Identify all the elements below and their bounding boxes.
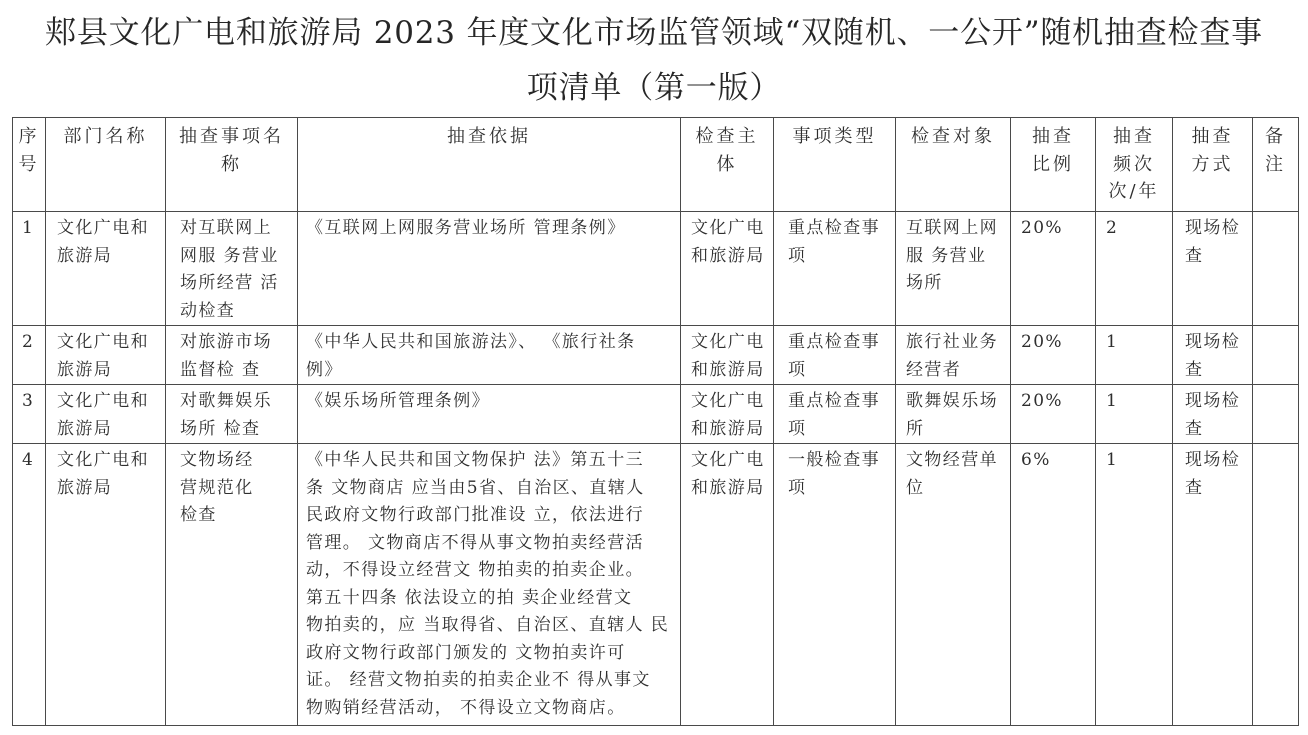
cell-inspection-target: 互联网上网 服 务营业 场所 (896, 212, 1011, 326)
cell-inspection-item: 对歌舞娱乐 场所 检查 (166, 385, 298, 444)
cell-inspection-method: 现场检 查 (1173, 326, 1253, 385)
cell-remarks (1253, 326, 1299, 385)
cell-serial-number: 3 (13, 385, 46, 444)
cell-inspection-target: 文物经营单 位 (896, 444, 1011, 726)
header-item-type: 事项类型 (774, 118, 896, 212)
table-row (13, 444, 1299, 726)
cell-item-type: 重点检查事 项 (774, 212, 896, 326)
header-inspection-item: 抽查事项名 称 (166, 118, 298, 212)
cell-inspection-basis: 《互联网上网服务营业场所 管理条例》 (298, 212, 681, 326)
table-row (13, 326, 1299, 385)
document-title: 郏县文化广电和旅游局 2023 年度文化市场监管领域“双随机、一公开”随机抽查检查事 项清单（第一版） (45, 15, 1263, 106)
header-serial-number: 序 号 (13, 118, 46, 212)
cell-sampling-ratio: 20% (1011, 326, 1096, 385)
cell-sampling-frequency: 1 (1096, 444, 1173, 726)
cell-inspection-method: 现场检 查 (1173, 212, 1253, 326)
header-remarks: 备 注 (1253, 118, 1299, 212)
cell-inspecting-body: 文化广电 和旅游局 (681, 444, 774, 726)
header-inspection-basis: 抽查依据 (298, 118, 681, 212)
cell-sampling-frequency: 1 (1096, 385, 1173, 444)
header-department: 部门名称 (46, 118, 166, 212)
cell-department: 文化广电和 旅游局 (46, 212, 166, 326)
cell-inspection-target: 旅行社业务 经营者 (896, 326, 1011, 385)
cell-remarks (1253, 385, 1299, 444)
header-row (13, 118, 1299, 212)
cell-inspection-item: 对互联网上 网服 务营业 场所经营 活 动检查 (166, 212, 298, 326)
cell-inspecting-body: 文化广电 和旅游局 (681, 326, 774, 385)
cell-sampling-ratio: 20% (1011, 212, 1096, 326)
cell-department: 文化广电和 旅游局 (46, 326, 166, 385)
cell-sampling-ratio: 20% (1011, 385, 1096, 444)
header-inspection-method: 抽查 方式 (1173, 118, 1253, 212)
inspection-table (12, 117, 1299, 726)
header-inspecting-body: 检查主 体 (681, 118, 774, 212)
header-inspection-target: 检查对象 (896, 118, 1011, 212)
cell-sampling-frequency: 1 (1096, 326, 1173, 385)
cell-inspection-basis: 《娱乐场所管理条例》 (298, 385, 681, 444)
cell-inspecting-body: 文化广电 和旅游局 (681, 385, 774, 444)
cell-inspection-target: 歌舞娱乐场 所 (896, 385, 1011, 444)
header-sampling-ratio: 抽查 比例 (1011, 118, 1096, 212)
cell-item-type: 重点检查事 项 (774, 326, 896, 385)
cell-serial-number: 2 (13, 326, 46, 385)
header-sampling-frequency: 抽查 频次 次/年 (1096, 118, 1173, 212)
cell-serial-number: 4 (13, 444, 46, 726)
table-row (13, 212, 1299, 326)
cell-inspection-item: 文物场经 营规范化 检查 (166, 444, 298, 726)
cell-item-type: 一般检查事 项 (774, 444, 896, 726)
cell-item-type: 重点检查事 项 (774, 385, 896, 444)
cell-remarks (1253, 444, 1299, 726)
cell-inspection-method: 现场检 查 (1173, 385, 1253, 444)
cell-department: 文化广电和 旅游局 (46, 444, 166, 726)
cell-sampling-ratio: 6% (1011, 444, 1096, 726)
cell-inspection-item: 对旅游市场 监督检 查 (166, 326, 298, 385)
cell-sampling-frequency: 2 (1096, 212, 1173, 326)
cell-inspection-basis: 《中华人民共和国旅游法》、 《旅行社条 例》 (298, 326, 681, 385)
cell-inspection-basis: 《中华人民共和国文物保护 法》第五十三 条 文物商店 应当由5省、自治区、直辖人 民政府文物行政部门批准设 立，依法进行 管理。 文物商店不得从事文物拍卖经营活 动，不得设立经营文 物拍卖的拍卖企业。 第五十四条 依法设立的拍 卖企业经营文 物拍卖的，应 当取得省、自治区、直辖人 民 政府文物行政部门颁发的 文物拍卖许可 证。 经营文物拍卖的拍卖企业不 得从事文 物购销经营活动， 不得设立文物商店。 (298, 444, 681, 726)
cell-department: 文化广电和 旅游局 (46, 385, 166, 444)
table-row (13, 385, 1299, 444)
cell-serial-number: 1 (13, 212, 46, 326)
cell-remarks (1253, 212, 1299, 326)
cell-inspection-method: 现场检 查 (1173, 444, 1253, 726)
cell-inspecting-body: 文化广电 和旅游局 (681, 212, 774, 326)
